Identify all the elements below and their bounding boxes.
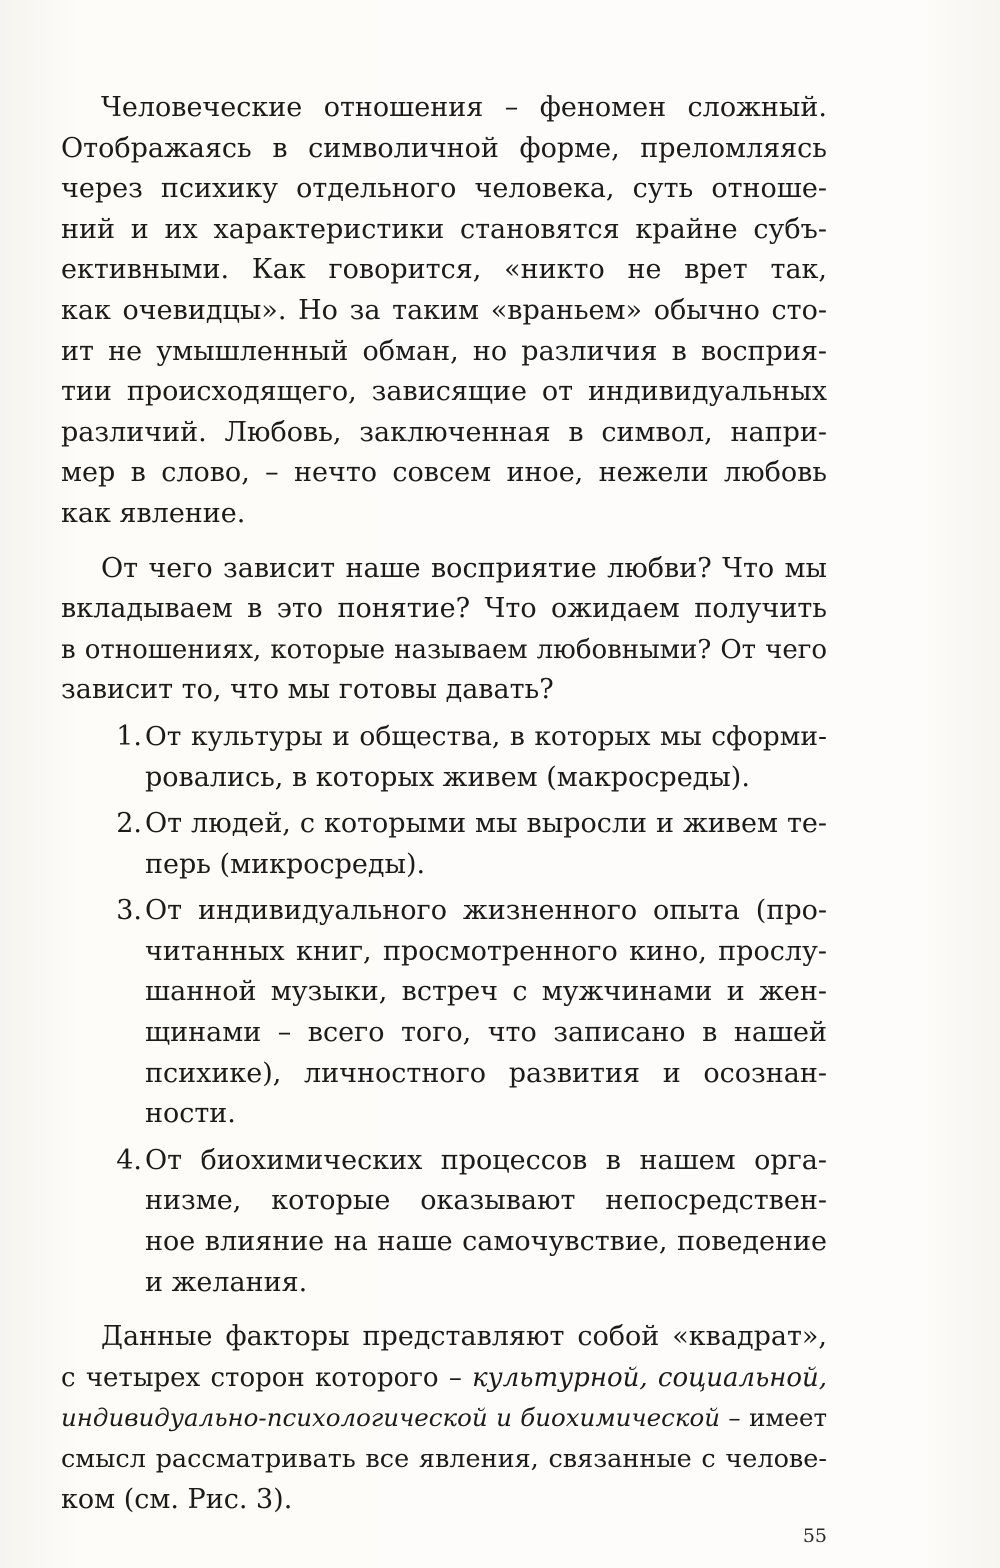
text-line-mixed xyxy=(61,1398,827,1439)
text-line: ности. xyxy=(145,1098,236,1130)
text-line: От биохимических процессов в нашем орга- xyxy=(145,1144,827,1176)
list-item-number: 2. xyxy=(116,808,142,840)
text-line: тии происходящего, зависящие от индивидуальных xyxy=(61,376,827,408)
italic-segment: культурной, социальной, xyxy=(472,1362,828,1393)
text-line: и желания. xyxy=(145,1266,308,1298)
text-line: перь (микросреды). xyxy=(145,848,426,880)
text-line: зависит то, что мы готовы давать? xyxy=(61,674,554,706)
text-line: различий. Любовь, заключенная в символ, напри- xyxy=(61,416,827,448)
text-line: От культуры и общества, в которых мы сформи- xyxy=(145,720,827,752)
text-line: низме, которые оказывают непосредствен- xyxy=(145,1185,827,1217)
text-line: ком (см. Рис. 3). xyxy=(61,1483,293,1515)
list-item xyxy=(61,717,827,798)
text-line: ровались, в которых живем (макросреды). xyxy=(145,761,750,793)
text-line: как явление. xyxy=(61,497,246,529)
text-segment: с четырех сторон которого – xyxy=(61,1362,473,1393)
text-segment: – имеет xyxy=(720,1403,828,1433)
text-line: Отображаясь в символичной форме, преломляясь xyxy=(61,132,827,164)
text-line: психике), личностного развития и осознан- xyxy=(145,1057,827,1089)
text-line: щинами – всего того, что записано в нашей xyxy=(145,1017,827,1049)
text-line: От индивидуального жизненного опыта (про- xyxy=(145,895,827,927)
text-line: шанной музыки, встреч с мужчинами и жен- xyxy=(145,976,827,1008)
list-item xyxy=(61,891,827,1135)
paragraph xyxy=(61,549,827,711)
text-line: От людей, с которыми мы выросли и живем те- xyxy=(145,808,827,840)
italic-segment: индивидуально-психологической и биохимической xyxy=(61,1403,721,1433)
text-line: Данные факторы представляют собой «квадрат», xyxy=(101,1321,827,1353)
paragraph xyxy=(61,88,827,535)
text-line-mixed xyxy=(61,1358,827,1399)
text-line: ное влияние на наше самочувствие, поведение xyxy=(145,1226,827,1258)
list-item-number: 3. xyxy=(116,895,142,927)
page-number: 55 xyxy=(802,1525,827,1547)
text-line: От чего зависит наше восприятие любви? Что мы xyxy=(101,552,827,584)
text-line: вкладываем в это понятие? Что ожидаем получить xyxy=(61,593,827,625)
text-line: в отношениях, которые называем любовными? От чего xyxy=(61,634,827,665)
text-line: ективными. Как говорится, «никто не врет так, xyxy=(61,254,827,286)
numbered-list xyxy=(61,717,827,1303)
list-item-number: 1. xyxy=(116,720,142,752)
text-line: читанных книг, просмотренного кино, прослу- xyxy=(145,935,827,967)
text-line: через психику отдельного человека, суть отноше- xyxy=(61,173,827,205)
text-line: Человеческие отношения – феномен сложный. xyxy=(101,92,827,123)
list-item xyxy=(61,804,827,885)
paragraph xyxy=(61,1317,827,1520)
text-line: ит не умышленный обман, но различия в восприя- xyxy=(61,335,827,367)
list-item xyxy=(61,1141,827,1303)
text-line: мер в слово, – нечто совсем иное, нежели любовь xyxy=(61,457,827,489)
text-line: смысл рассматривать все явления, связанные с челове- xyxy=(61,1444,827,1474)
page-body xyxy=(61,88,827,1520)
text-line: ний и их характеристики становятся крайне субъ- xyxy=(61,213,827,245)
list-item-number: 4. xyxy=(116,1144,142,1176)
text-line: как очевидцы». Но за таким «враньем» обычно сто- xyxy=(61,294,827,326)
